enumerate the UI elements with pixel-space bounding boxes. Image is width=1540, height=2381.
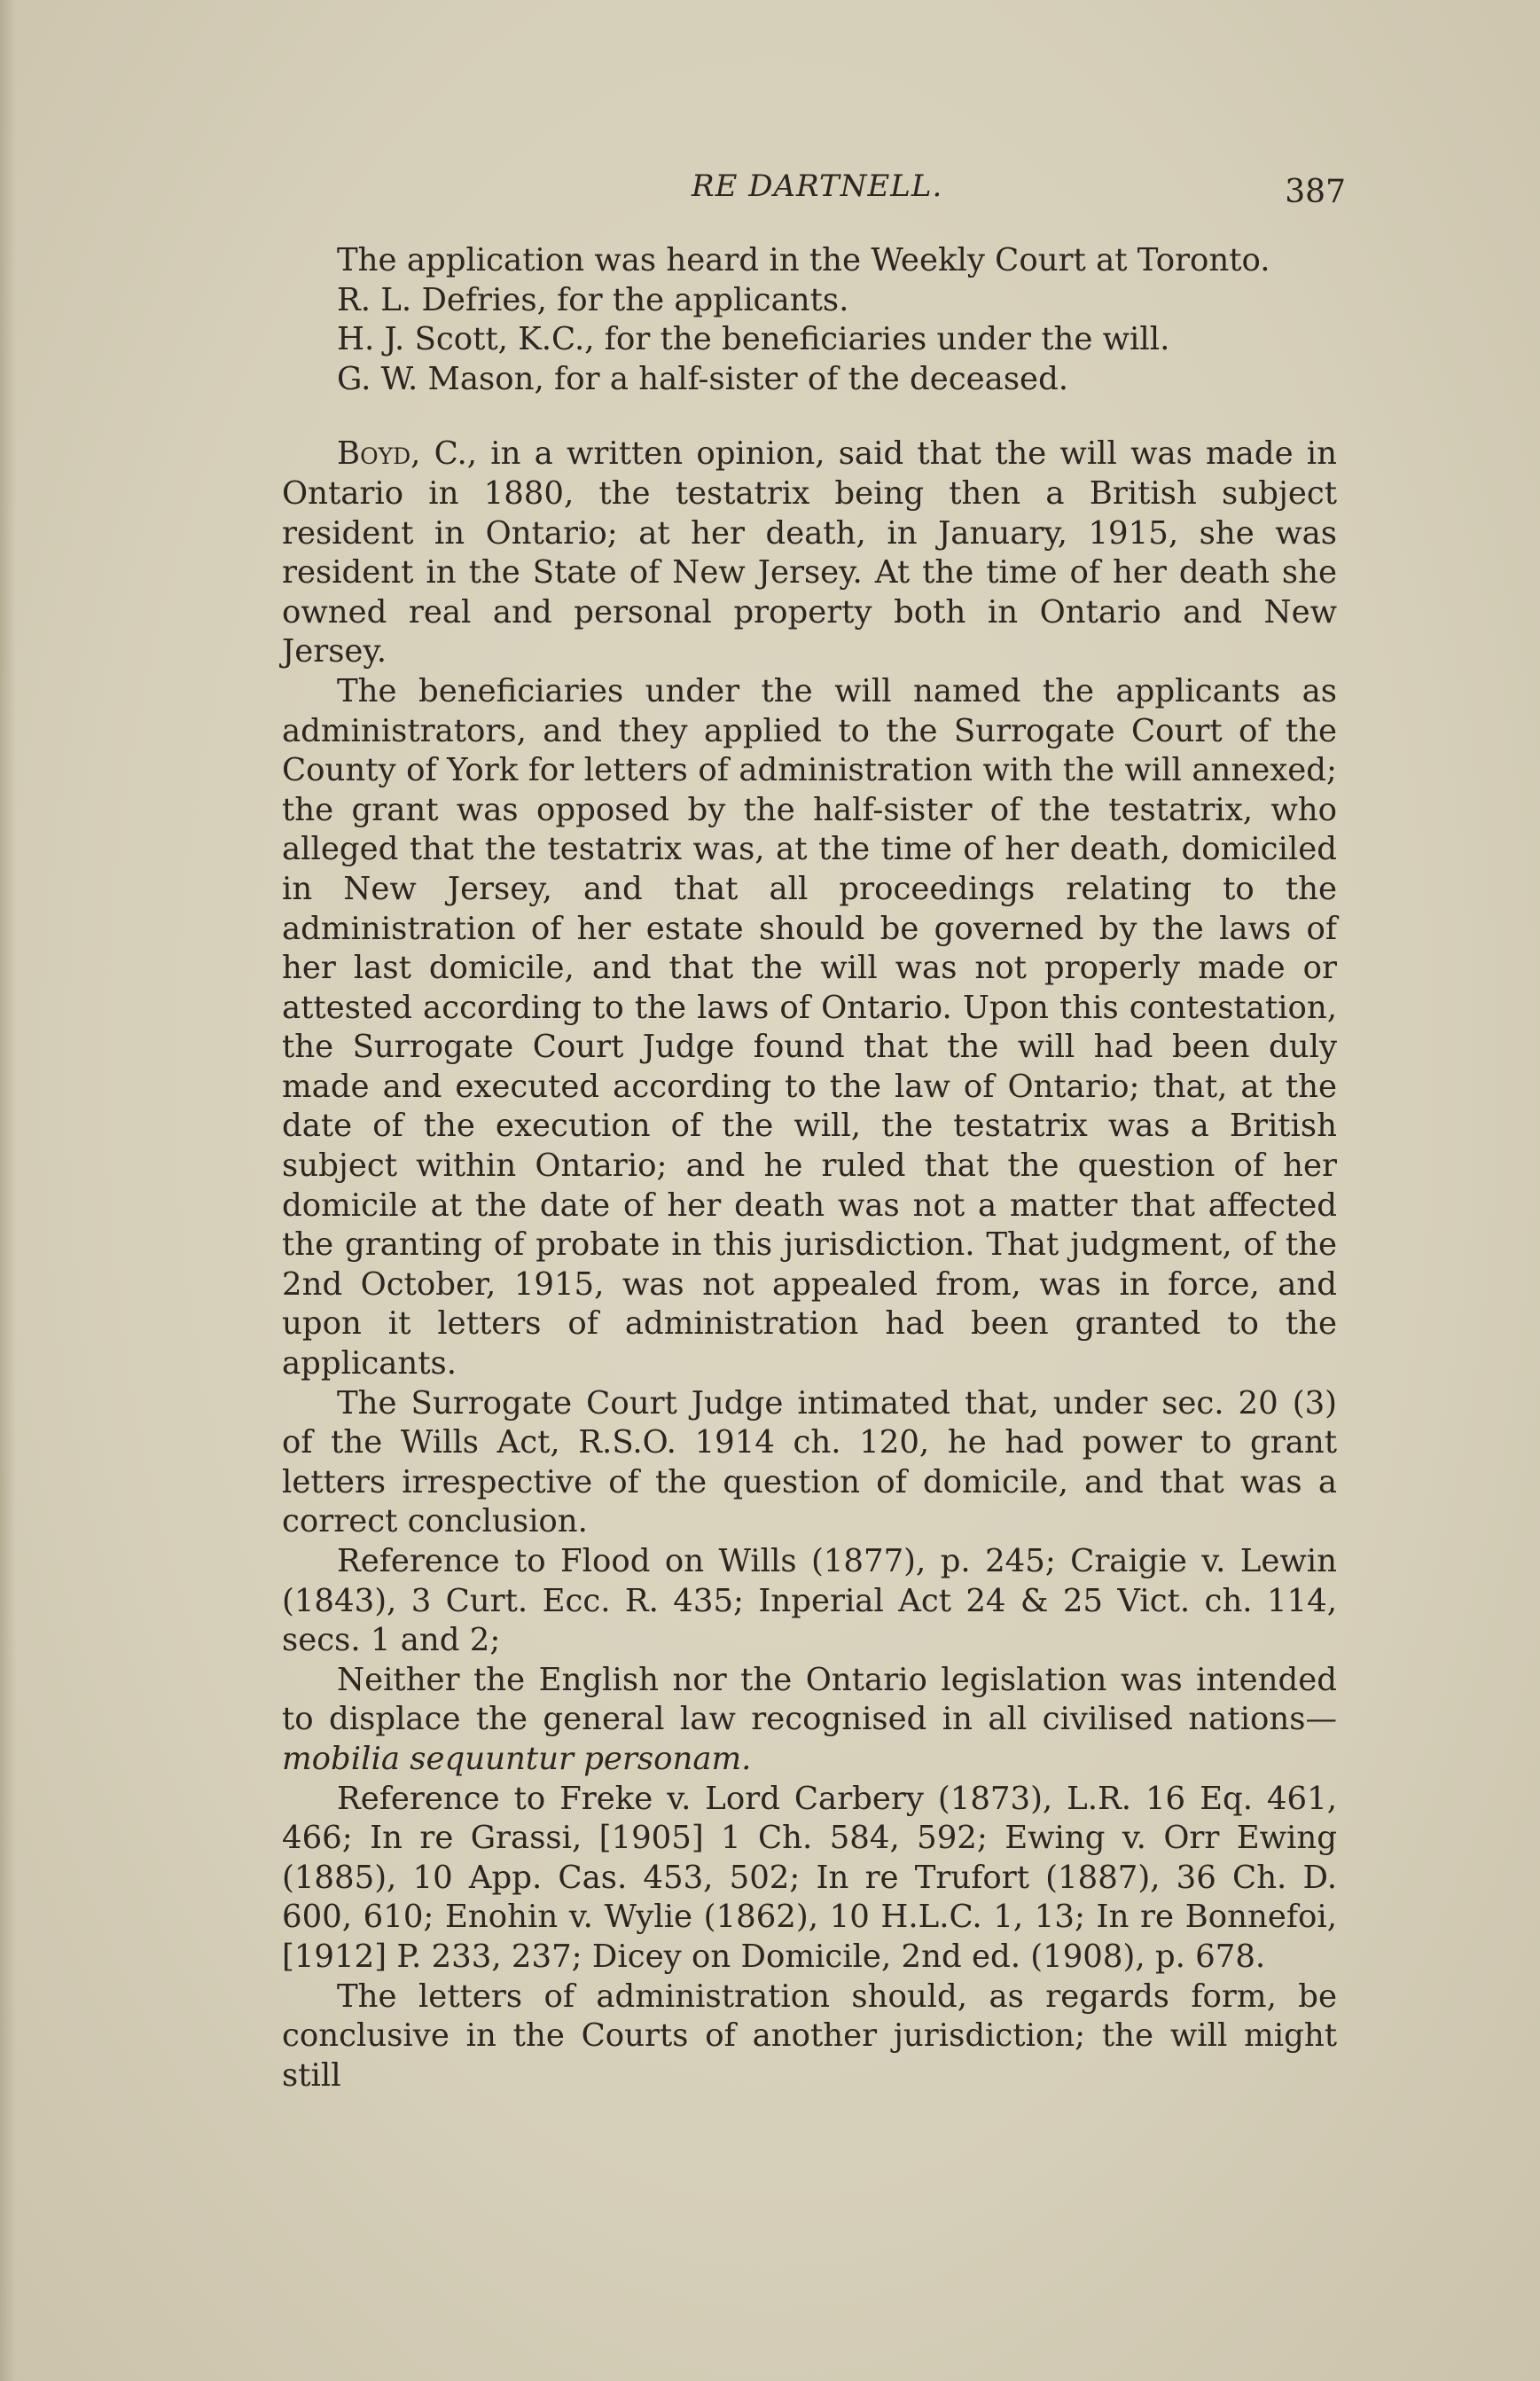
paragraph: Reference to Freke v. Lord Carbery (1873), L.R. 16 Eq. 461, 466; In re Grassi, [1905] 1 Ch. 584, 592; Ewing v. Orr Ewing (1885), 10 App. Cas. 453, 502; In re Trufort (1887), 36 Ch. D. 600, 610; Enohin v. Wylie (1862), 10 H.L.C. 1, 13; In re Bonnefoi, [1912] P. 233, 237; Dicey on Domicile, 2nd ed. (1908), p. 678. — [282, 1780, 1337, 1975]
counsel-line: R. L. Defries, for the applicants. — [337, 281, 849, 318]
paragraph: The Surrogate Court Judge intimated that, under sec. 20 (3) of the Wills Act, R.S.O. 1914 ch. 120, he had power to grant letters irrespective of the question of domicile, and that was a correct conclusion. — [282, 1384, 1337, 1540]
paragraph: The letters of administration should, as regards form, be conclusive in the Courts of another jurisdiction; the will might still — [282, 1978, 1337, 2094]
page-number: 387 — [1285, 174, 1346, 210]
opinion-paragraph — [282, 435, 1337, 672]
paragraph: Reference to Flood on Wills (1877), p. 245; Craigie v. Lewin (1843), 3 Curt. Ecc. R. 435; Inperial Act 24 & 25 Vict. ch. 114, secs. 1 and 2; — [282, 1543, 1337, 1659]
body-text — [282, 241, 1337, 2095]
latin-maxim: mobilia sequuntur personam. — [282, 1740, 752, 1777]
section-gap — [282, 399, 1337, 435]
paragraph: The beneficiaries under the will named the applicants as administrators, and they applied to the Surrogate Court of the County of York for letters of administration with the will annexed; the grant was opposed by the half-sister of the testatrix, who alleged that the testatrix was, at the time of her death, domiciled in New Jersey, and that all proceedings relating to the administration of her estate should be governed by the laws of her last domicile, and that the will was not properly made or attested according to the laws of Ontario. Upon this contestation, the Surrogate Court Judge found that the will had been duly made and executed according to the law of Ontario; that, at the date of the execution of the will, the testatrix was a British subject within Ontario; and he ruled that the question of her domicile at the date of her death was not a matter that affected the granting of probate in this jurisdiction. That judgment, of the 2nd October, 1915, was not appealed from, was in force, and upon it letters of administration had been granted to the applicants. — [282, 672, 1337, 1382]
paragraph — [282, 1661, 1337, 1780]
counsel-line: H. J. Scott, K.C., for the beneficiaries under the will. — [337, 321, 1170, 358]
paragraph-text: Neither the English nor the Ontario legislation was intended to displace the general law recognised in all civilised nations— — [282, 1661, 1337, 1738]
running-title: RE DARTNELL. — [692, 168, 943, 204]
opinion-text: , C., in a written opinion, said that the will was made in Ontario in 1880, the testatrix being then a British subject resident in Ontario; at her death, in January, 1915, she was resident in the State of New Jersey. At the time of her death she owned real and personal property both in Ontario and New Jersey. — [282, 435, 1337, 670]
judge-name: Boyd — [337, 435, 411, 473]
hearing-line: The application was heard in the Weekly Court at Toronto. — [337, 242, 1270, 278]
counsel-line: G. W. Mason, for a half-sister of the deceased. — [337, 360, 1069, 397]
page-edge-shadow — [0, 0, 16, 2381]
running-head — [282, 168, 1346, 213]
